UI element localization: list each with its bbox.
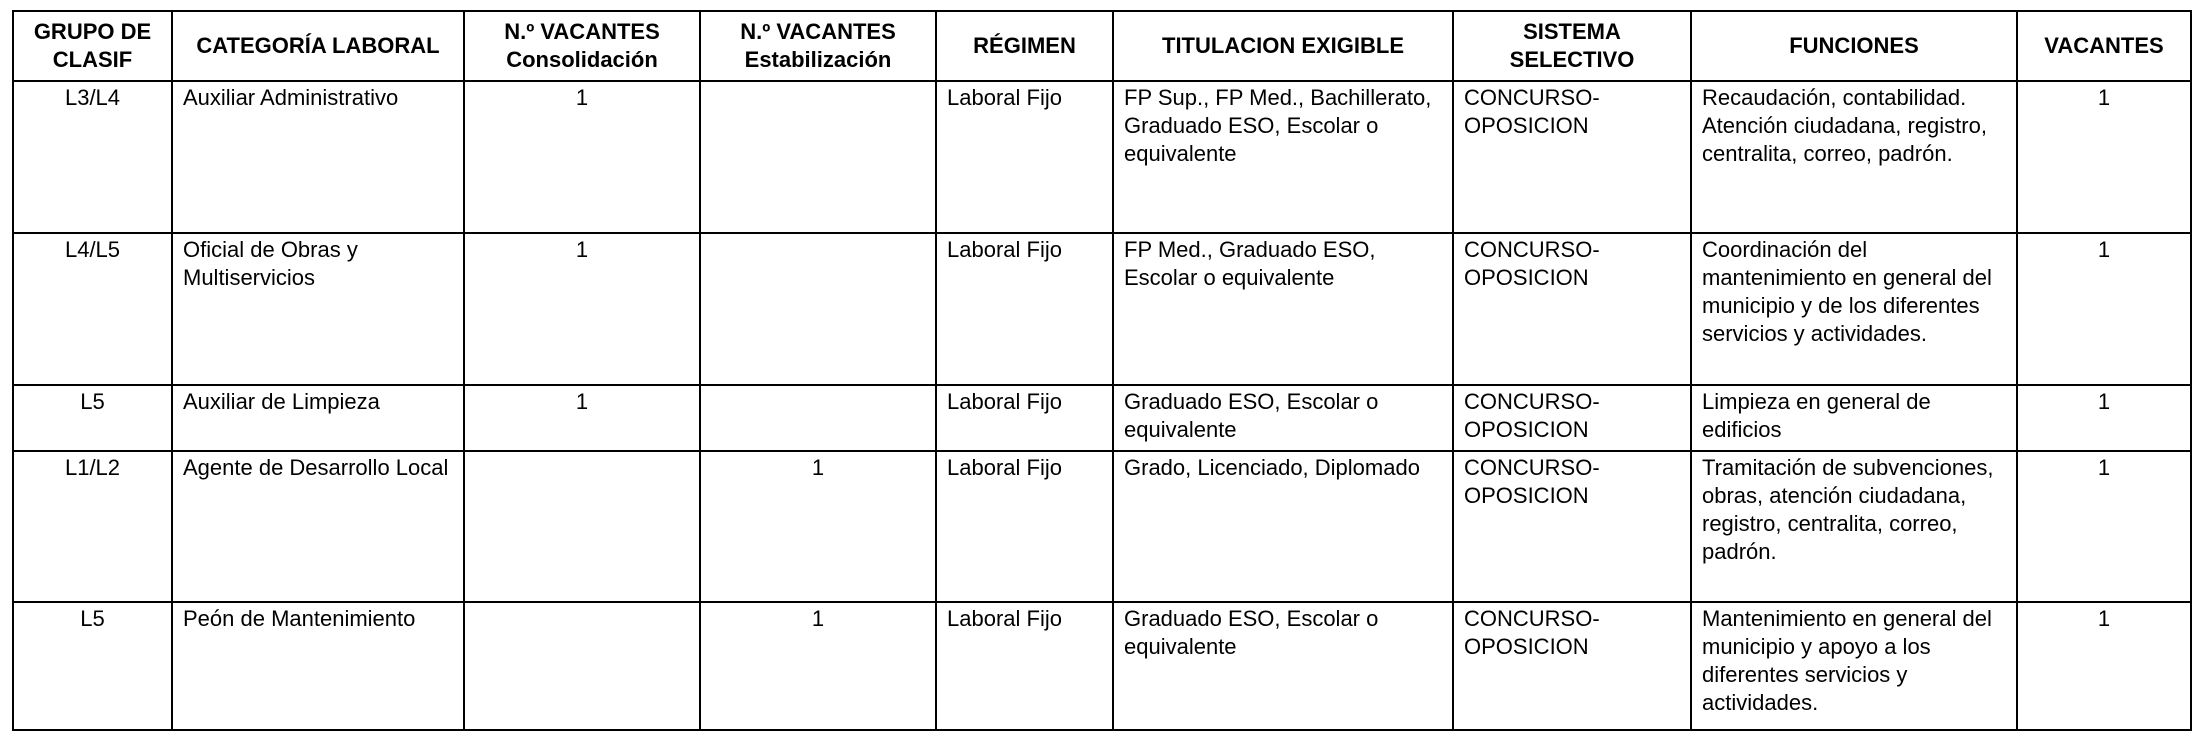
table-row <box>13 233 2191 385</box>
cell-categoria: Oficial de Obras y Multiservicios <box>172 233 464 385</box>
table-row <box>13 81 2191 233</box>
cell-categoria: Agente de Desarrollo Local <box>172 451 464 602</box>
cell-vacantes: 1 <box>2017 451 2191 602</box>
table-row <box>13 602 2191 730</box>
cell-grupo: L5 <box>13 385 172 451</box>
header-grupo: GRUPO DE CLASIF <box>13 11 172 81</box>
cell-consolidacion: 1 <box>464 385 700 451</box>
cell-consolidacion: 1 <box>464 81 700 233</box>
cell-sistema: CONCURSO-OPOSICION <box>1453 451 1691 602</box>
funciones-line: Tramitación de subvenciones, obras, atención ciudadana, registro, centralita, correo, padrón. <box>1702 455 1994 564</box>
cell-titulacion: Grado, Licenciado, Diplomado <box>1113 451 1453 602</box>
table-row <box>13 451 2191 602</box>
header-titulacion: TITULACION EXIGIBLE <box>1113 11 1453 81</box>
cell-vacantes: 1 <box>2017 602 2191 730</box>
cell-estabilizacion <box>700 81 936 233</box>
header-estabilizacion: N.º VACANTES Estabilización <box>700 11 936 81</box>
cell-categoria: Peón de Mantenimiento <box>172 602 464 730</box>
cell-regimen: Laboral Fijo <box>936 602 1113 730</box>
cell-regimen: Laboral Fijo <box>936 451 1113 602</box>
funciones-line: Limpieza en general de edificios <box>1702 389 1931 442</box>
cell-categoria: Auxiliar Administrativo <box>172 81 464 233</box>
cell-estabilizacion: 1 <box>700 451 936 602</box>
cell-sistema: CONCURSO-OPOSICION <box>1453 233 1691 385</box>
vacancies-document <box>12 10 2192 731</box>
cell-estabilizacion <box>700 385 936 451</box>
cell-funciones <box>1691 233 2017 385</box>
cell-funciones <box>1691 385 2017 451</box>
cell-funciones <box>1691 602 2017 730</box>
header-consolidacion: N.º VACANTES Consolidación <box>464 11 700 81</box>
cell-grupo: L1/L2 <box>13 451 172 602</box>
cell-vacantes: 1 <box>2017 233 2191 385</box>
cell-regimen: Laboral Fijo <box>936 81 1113 233</box>
cell-titulacion: Graduado ESO, Escolar o equivalente <box>1113 385 1453 451</box>
cell-sistema: CONCURSO-OPOSICION <box>1453 81 1691 233</box>
cell-titulacion: FP Sup., FP Med., Bachillerato, Graduado ESO, Escolar o equivalente <box>1113 81 1453 233</box>
cell-regimen: Laboral Fijo <box>936 233 1113 385</box>
cell-vacantes: 1 <box>2017 81 2191 233</box>
table-row <box>13 385 2191 451</box>
header-categoria: CATEGORÍA LABORAL <box>172 11 464 81</box>
cell-grupo: L3/L4 <box>13 81 172 233</box>
vacancies-table <box>12 10 2192 731</box>
cell-estabilizacion <box>700 233 936 385</box>
cell-consolidacion <box>464 451 700 602</box>
header-sistema: SISTEMA SELECTIVO <box>1453 11 1691 81</box>
header-funciones: FUNCIONES <box>1691 11 2017 81</box>
cell-funciones <box>1691 81 2017 233</box>
funciones-line: Mantenimiento en general del municipio y apoyo a los diferentes servicios y actividades. <box>1702 606 1992 715</box>
header-regimen: RÉGIMEN <box>936 11 1113 81</box>
cell-grupo: L5 <box>13 602 172 730</box>
cell-consolidacion: 1 <box>464 233 700 385</box>
header-vacantes: VACANTES <box>2017 11 2191 81</box>
cell-funciones <box>1691 451 2017 602</box>
cell-consolidacion <box>464 602 700 730</box>
funciones-line: Coordinación del mantenimiento en general del municipio y de los diferentes servicios y actividades. <box>1702 237 1992 346</box>
cell-regimen: Laboral Fijo <box>936 385 1113 451</box>
header-row <box>13 11 2191 81</box>
cell-vacantes: 1 <box>2017 385 2191 451</box>
cell-grupo: L4/L5 <box>13 233 172 385</box>
cell-titulacion: Graduado ESO, Escolar o equivalente <box>1113 602 1453 730</box>
cell-sistema: CONCURSO-OPOSICION <box>1453 385 1691 451</box>
funciones-line: Atención ciudadana, registro, centralita, correo, padrón. <box>1702 113 1987 166</box>
cell-estabilizacion: 1 <box>700 602 936 730</box>
cell-categoria: Auxiliar de Limpieza <box>172 385 464 451</box>
cell-titulacion: FP Med., Graduado ESO, Escolar o equivalente <box>1113 233 1453 385</box>
cell-sistema: CONCURSO-OPOSICION <box>1453 602 1691 730</box>
funciones-line: Recaudación, contabilidad. <box>1702 85 1967 110</box>
